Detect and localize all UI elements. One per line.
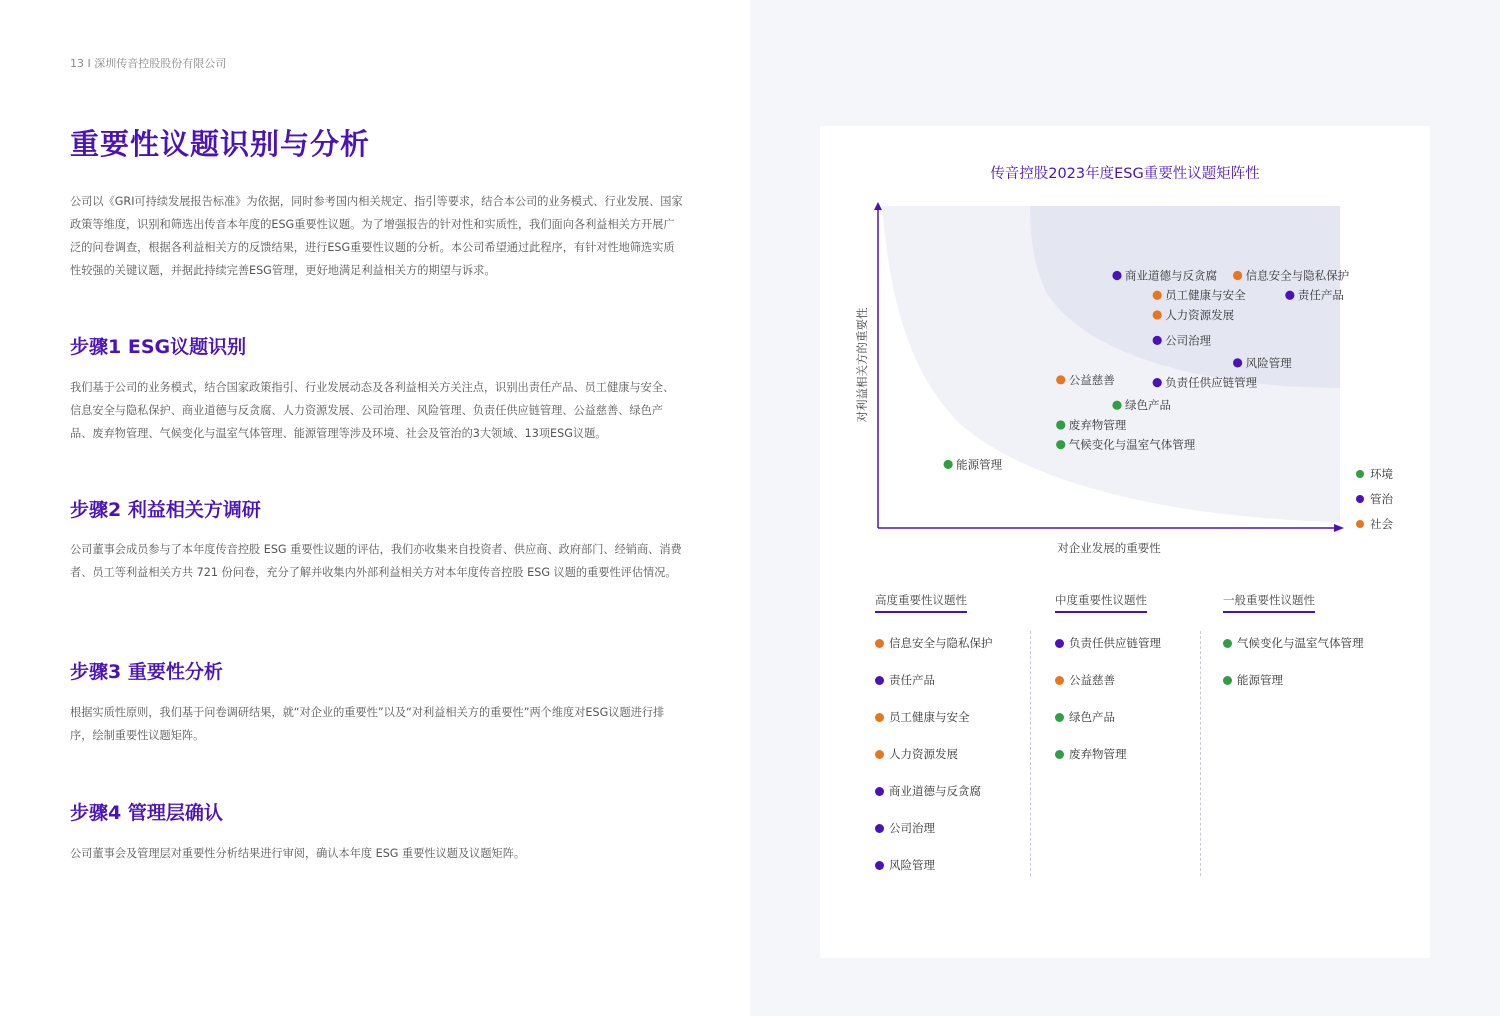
- category-dot: [1055, 750, 1064, 759]
- list-item: [875, 635, 993, 651]
- step1-text: 我们基于公司的业务模式，结合国家政策指引、行业发展动态及各利益相关方关注点，识别出责任产品、员工健康与安全、信息安全与隐私保护、商业道德与反贪腐、人力资源发展、公司治理、风险管理、负责任供应链管理、公益慈善、绿色产品、废弃物管理、气候变化与温室气体管理、能源管理等涉及环境、社会及管治的3大领域、13项ESG议题。: [70, 381, 675, 440]
- point-label: 信息安全与隐私保护: [1245, 268, 1350, 283]
- category-dot: [875, 824, 884, 833]
- category-dot: [1223, 639, 1232, 648]
- category-dot: [1055, 676, 1064, 685]
- y-axis-arrow: [874, 202, 882, 210]
- list-item-label: 公益慈善: [1069, 673, 1115, 687]
- list-item-label: 公司治理: [889, 821, 935, 835]
- point-label: 废弃物管理: [1068, 417, 1127, 432]
- category-dot: [875, 639, 884, 648]
- point-marker: [1056, 375, 1065, 384]
- point-marker: [1233, 271, 1242, 280]
- list-item-label: 人力资源发展: [889, 747, 958, 761]
- step2-title: 步骤2 利益相关方调研: [70, 499, 261, 521]
- intro-paragraph: 公司以《GRI可持续发展报告标准》为依据，同时参考国内相关规定、指引等要求，结合本公司的业务模式、行业发展、国家政策等维度，识别和筛选出传音本年度的ESG重要性议题。为了增强报告的针对性和实质性，我们面向各利益相关方开展广泛的问卷调查，根据各利益相关方的反馈结果，进行ESG重要性议题的分析。本公司希望通过此程序，有针对性地筛选实质性较强的关键议题，并据此持续完善ESG管理，更好地满足利益相关方的期望与诉求。: [70, 195, 683, 277]
- list-item: [1223, 635, 1364, 651]
- point-marker: [1056, 420, 1065, 429]
- legend-marker: [1356, 470, 1364, 478]
- category-dot: [875, 713, 884, 722]
- step3-title: 步骤3 重要性分析: [70, 661, 223, 683]
- list-item-label: 责任产品: [889, 673, 935, 687]
- point-label: 绿色产品: [1125, 398, 1171, 413]
- list-item: [875, 746, 958, 762]
- point-label: 负责任供应链管理: [1165, 375, 1258, 390]
- legend-label: 管治: [1370, 492, 1393, 506]
- step1-title: 步骤1 ESG议题识别: [70, 336, 247, 358]
- point-label: 风险管理: [1245, 355, 1292, 370]
- x-axis-arrow: [1334, 524, 1344, 532]
- list-item: [1223, 672, 1283, 688]
- page-header: 13 I 深圳传音控股股份有限公司: [70, 57, 227, 70]
- list-item-label: 商业道德与反贪腐: [889, 784, 981, 798]
- category-dot: [1055, 713, 1064, 722]
- list-item-label: 负责任供应链管理: [1069, 636, 1161, 650]
- category-dot: [875, 676, 884, 685]
- list-item: [1055, 746, 1127, 762]
- legend-label: 环境: [1370, 467, 1393, 481]
- list-column-header: 中度重要性议题性: [1055, 592, 1147, 613]
- matrix-card: [820, 126, 1430, 958]
- point-label: 人力资源发展: [1165, 307, 1235, 322]
- step2-text: 公司董事会成员参与了本年度传音控股 ESG 重要性议题的评估，我们亦收集来自投资者、供应商、政府部门、经销商、消费者、员工等利益相关方共 721 份问卷，充分了解并收集内外部利益相关方对本年度传音控股 ESG 议题的重要性评估情况。: [70, 543, 682, 579]
- point-marker: [1153, 336, 1162, 345]
- column-divider: [1030, 631, 1031, 876]
- step3-text: 根据实质性原则，我们基于问卷调研结果，就“对企业的重要性”以及“对利益相关方的重要性”两个维度对ESG议题进行排序，绘制重要性议题矩阵。: [70, 706, 665, 742]
- step4-text: 公司董事会及管理层对重要性分析结果进行审阅，确认本年度 ESG 重要性议题及议题矩阵。: [70, 847, 526, 860]
- list-item: [875, 820, 935, 836]
- list-item: [1055, 635, 1161, 651]
- point-marker: [944, 460, 953, 469]
- list-item: [875, 857, 935, 873]
- legend-marker: [1356, 520, 1364, 528]
- list-column-header: 一般重要性议题性: [1223, 592, 1315, 613]
- category-dot: [875, 787, 884, 796]
- point-label: 公益慈善: [1068, 372, 1115, 387]
- point-marker: [1056, 440, 1065, 449]
- point-marker: [1112, 401, 1121, 410]
- category-dot: [875, 750, 884, 759]
- point-marker: [1153, 291, 1162, 300]
- legend-label: 社会: [1370, 517, 1393, 531]
- point-marker: [1153, 378, 1162, 387]
- point-marker: [1285, 291, 1294, 300]
- list-item-label: 信息安全与隐私保护: [889, 636, 993, 650]
- column-divider: [1200, 631, 1201, 876]
- list-item-label: 绿色产品: [1069, 710, 1115, 724]
- materiality-matrix-chart: [820, 126, 1430, 566]
- category-dot: [875, 861, 884, 870]
- point-label: 能源管理: [956, 457, 1003, 472]
- y-axis-label: 对利益相关方的重要性: [855, 307, 869, 423]
- list-item: [875, 672, 935, 688]
- list-item-label: 员工健康与安全: [889, 710, 970, 724]
- step4-title: 步骤4 管理层确认: [70, 802, 223, 824]
- list-item-label: 废弃物管理: [1069, 747, 1127, 761]
- legend-marker: [1356, 495, 1364, 503]
- list-item: [875, 783, 981, 799]
- list-item-label: 气候变化与温室气体管理: [1237, 636, 1364, 650]
- list-item: [1055, 672, 1115, 688]
- list-item-label: 能源管理: [1237, 673, 1283, 687]
- category-dot: [1055, 639, 1064, 648]
- point-label: 气候变化与温室气体管理: [1068, 437, 1196, 452]
- list-item: [875, 709, 970, 725]
- point-marker: [1112, 271, 1121, 280]
- point-marker: [1153, 310, 1162, 319]
- point-label: 公司治理: [1165, 333, 1212, 348]
- point-label: 员工健康与安全: [1165, 288, 1246, 303]
- list-item-label: 风险管理: [889, 858, 935, 872]
- list-column-header: 高度重要性议题性: [875, 592, 967, 613]
- category-dot: [1223, 676, 1232, 685]
- point-label: 商业道德与反贪腐: [1125, 268, 1217, 283]
- point-marker: [1233, 358, 1242, 367]
- x-axis-label: 对企业发展的重要性: [1057, 541, 1161, 555]
- chart-title: 传音控股2023年度ESG重要性议题矩阵性: [990, 166, 1260, 182]
- point-label: 责任产品: [1297, 288, 1344, 303]
- list-item: [1055, 709, 1115, 725]
- page-title: 重要性议题识别与分析: [70, 127, 371, 161]
